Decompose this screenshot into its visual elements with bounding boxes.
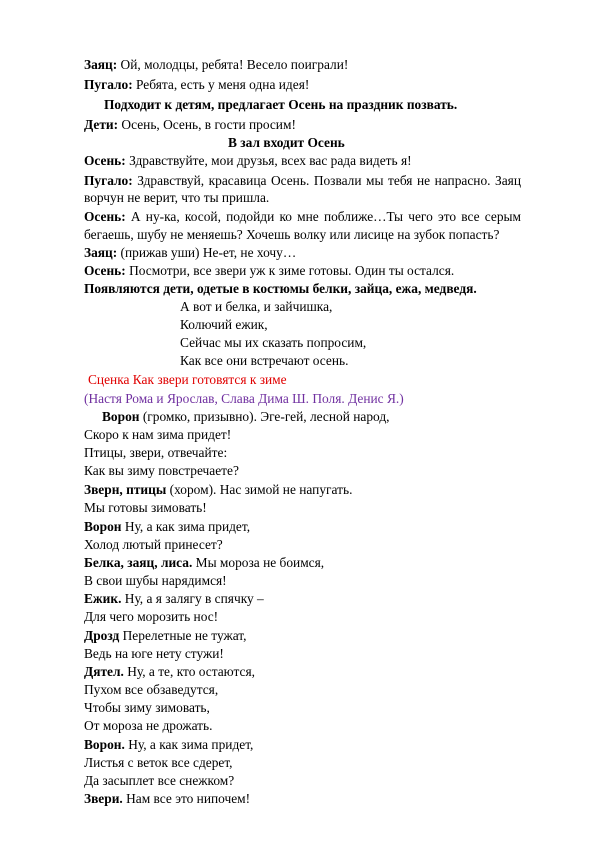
poem-line: Как все они встречают осень. <box>180 353 349 368</box>
speaker-name: Дрозд <box>84 628 120 643</box>
speaker-name: Осень: <box>84 263 126 278</box>
scene-line: Дрозд Перелетные не тужат, <box>84 628 247 643</box>
dialogue-line-cont: бегаешь, шубу не меняешь? Хочешь волку или лисице на зубок попасть? <box>84 227 500 242</box>
dialogue-line: Пугало: Здравствуй, красавица Осень. Позвали мы тебя не напрасно. Заяц <box>84 173 521 188</box>
speaker-name: Звери. <box>84 791 123 806</box>
dialogue-line: Осень: Здравствуйте, мои друзья, всех вас рада видеть я! <box>84 153 412 168</box>
speaker-name: Осень: <box>84 209 126 224</box>
scene-line: Звери. Нам все это нипочем! <box>84 791 251 806</box>
poem-line: А вот и белка, и зайчишка, <box>180 299 333 314</box>
scene-line: Листья с веток все сдерет, <box>84 755 233 770</box>
speaker-name: Ворон. <box>84 737 125 752</box>
poem-line: Сейчас мы их сказать попросим, <box>180 335 367 350</box>
scene-line: Как вы зиму повстречаете? <box>84 463 239 478</box>
scene-line: Птицы, звери, отвечайте: <box>84 445 228 460</box>
scene-line: Для чего морозить нос! <box>84 609 219 624</box>
scene-line: Ворон (громко, призывно). Эге-гей, лесной народ, <box>102 409 390 424</box>
stage-direction: Подходит к детям, предлагает Осень на праздник позвать. <box>104 97 458 112</box>
stage-direction: В зал входит Осень <box>228 135 345 150</box>
scene-line: Мы готовы зимовать! <box>84 500 207 515</box>
stage-direction: Появляются дети, одетые в костюмы белки, зайца, ежа, медведя. <box>84 281 477 296</box>
speaker-name: Дети: <box>84 117 119 132</box>
speaker-name: Зверн, птицы <box>84 482 167 497</box>
scene-line: Зверн, птицы (хором). Нас зимой не напугать. <box>84 482 353 497</box>
dialogue-line: Заяц: Ой, молодцы, ребята! Весело поиграли! <box>84 57 349 72</box>
scene-title: Сценка Как звери готовятся к зиме <box>88 372 287 387</box>
dialogue-line: Осень: Посмотри, все звери уж к зиме готовы. Один ты остался. <box>84 263 455 278</box>
scene-line: Холод лютый принесет? <box>84 537 223 552</box>
scene-line: Да засыплет все снежком? <box>84 773 235 788</box>
dialogue-line: Заяц: (прижав уши) Не-ет, не хочу… <box>84 245 297 260</box>
scene-line: Ежик. Ну, а я залягу в спячку – <box>84 591 264 606</box>
dialogue-line: Дети: Осень, Осень, в гости просим! <box>84 117 296 132</box>
speaker-name: Ворон <box>102 409 140 424</box>
scene-line: Пухом все обзаведутся, <box>84 682 219 697</box>
dialogue-line: Осень: А ну-ка, косой, подойди ко мне поближе…Ты чего это все серым <box>84 209 521 224</box>
speaker-name: Ворон <box>84 519 122 534</box>
scene-line: В свои шубы нарядимся! <box>84 573 227 588</box>
speaker-name: Пугало: <box>84 173 133 188</box>
scene-line: От мороза не дрожать. <box>84 718 213 733</box>
scene-line: Чтобы зиму зимовать, <box>84 700 210 715</box>
scene-line: Ворон Ну, а как зима придет, <box>84 519 251 534</box>
speaker-name: Ежик. <box>84 591 122 606</box>
scene-line: Ведь на юге нету стужи! <box>84 646 224 661</box>
scene-line: Дятел. Ну, а те, кто остаются, <box>84 664 255 679</box>
dialogue-line: Пугало: Ребята, есть у меня одна идея! <box>84 77 310 92</box>
speaker-name: Белка, заяц, лиса. <box>84 555 193 570</box>
scene-line: Белка, заяц, лиса. Мы мороза не боимся, <box>84 555 325 570</box>
speaker-name: Дятел. <box>84 664 124 679</box>
speaker-name: Пугало: <box>84 77 133 92</box>
speaker-name: Осень: <box>84 153 126 168</box>
speaker-name: Заяц: <box>84 245 118 260</box>
scene-line: Ворон. Ну, а как зима придет, <box>84 737 254 752</box>
scene-line: Скоро к нам зима придет! <box>84 427 232 442</box>
poem-line: Колючий ежик, <box>180 317 268 332</box>
speaker-name: Заяц: <box>84 57 118 72</box>
scene-cast: (Настя Рома и Ярослав, Слава Дима Ш. Поля. Денис Я.) <box>84 391 404 406</box>
dialogue-line-cont: ворчун не верит, что ты пришла. <box>84 190 270 205</box>
